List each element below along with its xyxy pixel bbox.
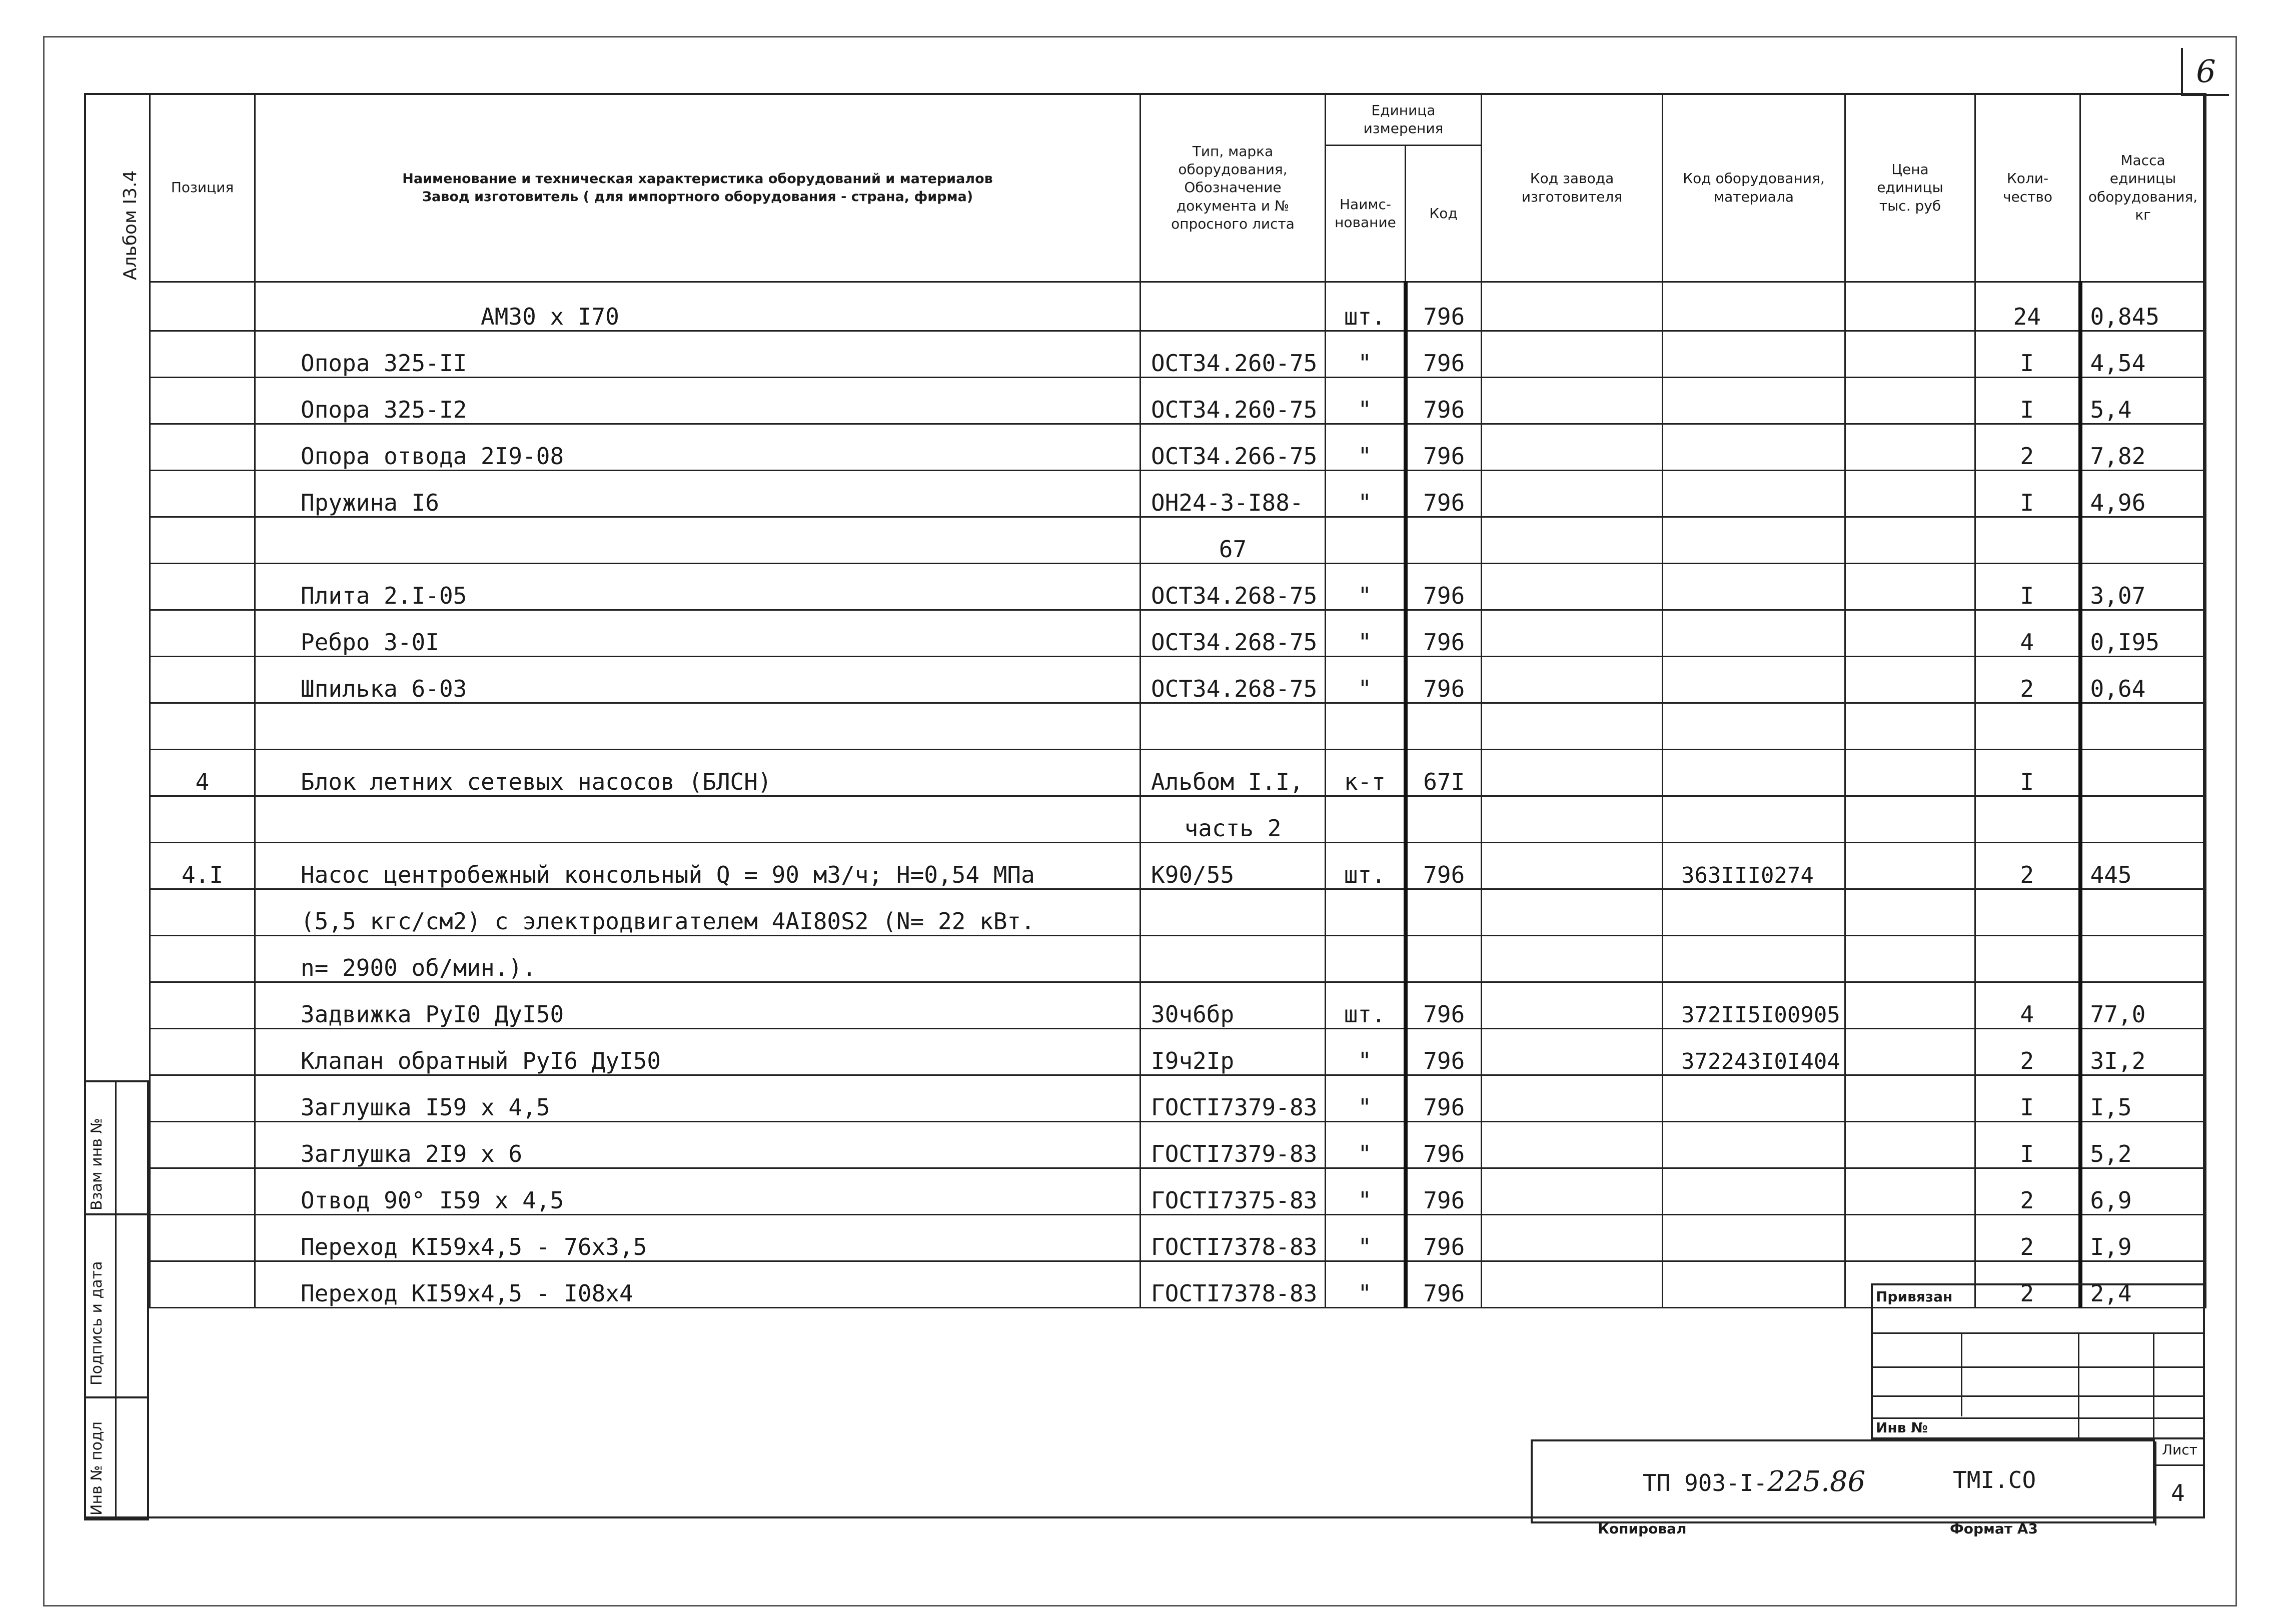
material-code-cell: [1663, 424, 1845, 471]
position-cell: [150, 424, 255, 471]
name-cell: Переход КI59x4,5 - 76x3,5: [255, 1215, 1141, 1261]
quantity-cell: [1975, 517, 2080, 564]
copied-label: Копировал: [1598, 1520, 1687, 1537]
factory-code-cell: [1482, 843, 1663, 889]
table-row: [150, 843, 2206, 889]
material-code-cell: [1663, 1122, 1845, 1168]
name-cell: [255, 517, 1141, 564]
specification-rows: [150, 282, 2206, 1308]
position-cell: [150, 610, 255, 657]
material-code-cell: [1663, 889, 1845, 936]
quantity-cell: 2: [1975, 1168, 2080, 1215]
name-cell: n= 2900 об/мин.).: [255, 936, 1141, 982]
position-cell: [150, 936, 255, 982]
quantity-cell: I: [1975, 564, 2080, 610]
material-code-cell: [1663, 1168, 1845, 1215]
material-code-cell: [1663, 378, 1845, 424]
table-row: [150, 889, 2206, 936]
material-code-cell: [1663, 471, 1845, 517]
label-inv-orig: Инв № подл: [88, 1421, 106, 1515]
factory-code-cell: [1482, 1075, 1663, 1122]
name-cell: Насос центробежный консольный Q = 90 м3/ч; Н=0,54 МПа: [255, 843, 1141, 889]
factory-code-cell: [1482, 1168, 1663, 1215]
material-code-cell: 372II5I00905: [1663, 982, 1845, 1029]
factory-code-cell: [1482, 1215, 1663, 1261]
quantity-cell: [1975, 936, 2080, 982]
material-code-cell: 363III0274: [1663, 843, 1845, 889]
unit-name-cell: [1326, 936, 1406, 982]
mass-cell: 3,07: [2080, 564, 2206, 610]
name-cell: Блок летних сетевых насосов (БЛСН): [255, 750, 1141, 796]
unit-name-cell: ": [1326, 378, 1406, 424]
table-row: [150, 1215, 2206, 1261]
price-cell: [1845, 610, 1975, 657]
position-cell: [150, 657, 255, 703]
table-row: [150, 982, 2206, 1029]
price-cell: [1845, 1168, 1975, 1215]
type-cell: ОН24-3-I88-: [1141, 471, 1326, 517]
price-cell: [1845, 889, 1975, 936]
price-cell: [1845, 282, 1975, 331]
position-cell: [150, 1122, 255, 1168]
header-unit-group: Единица измерения: [1326, 94, 1482, 146]
name-cell: Опора 325-II: [255, 331, 1141, 378]
quantity-cell: I: [1975, 1075, 2080, 1122]
name-cell: Опора 325-I2: [255, 378, 1141, 424]
table-row: [150, 378, 2206, 424]
price-cell: [1845, 517, 1975, 564]
name-cell: Пружина I6: [255, 471, 1141, 517]
quantity-cell: I: [1975, 331, 2080, 378]
name-cell: [255, 796, 1141, 843]
table-row: [150, 936, 2206, 982]
unit-code-cell: 796: [1406, 424, 1482, 471]
name-cell: АМ30 x I70: [255, 282, 1141, 331]
unit-code-cell: 796: [1406, 1075, 1482, 1122]
type-cell: [1141, 889, 1326, 936]
type-cell: 67: [1141, 517, 1326, 564]
type-cell: ГОСТI7378-83: [1141, 1215, 1326, 1261]
sheet-box: [2153, 1439, 2205, 1523]
price-cell: [1845, 378, 1975, 424]
material-code-cell: [1663, 282, 1845, 331]
table-row: [150, 703, 2206, 750]
unit-name-cell: ": [1326, 1215, 1406, 1261]
mass-cell: 0,845: [2080, 282, 2206, 331]
material-code-cell: [1663, 1261, 1845, 1308]
position-cell: [150, 564, 255, 610]
factory-code-cell: [1482, 564, 1663, 610]
header-material-code: Код оборудования, материала: [1663, 94, 1845, 282]
mass-cell: 5,4: [2080, 378, 2206, 424]
table-row: [150, 424, 2206, 471]
unit-code-cell: 67I: [1406, 750, 1482, 796]
type-cell: К90/55: [1141, 843, 1326, 889]
unit-code-cell: [1406, 889, 1482, 936]
table-row: [150, 610, 2206, 657]
format-label: Формат А3: [1950, 1520, 2038, 1537]
position-cell: [150, 889, 255, 936]
name-cell: Шпилька 6-03: [255, 657, 1141, 703]
quantity-cell: I: [1975, 750, 2080, 796]
unit-name-cell: шт.: [1326, 843, 1406, 889]
label-sign-date: Подпись и дата: [88, 1261, 106, 1385]
quantity-cell: 2: [1975, 1261, 2080, 1308]
position-cell: [150, 282, 255, 331]
unit-code-cell: 796: [1406, 564, 1482, 610]
quantity-cell: I: [1975, 378, 2080, 424]
unit-name-cell: [1326, 796, 1406, 843]
type-cell: ГОСТI7375-83: [1141, 1168, 1326, 1215]
price-cell: [1845, 657, 1975, 703]
mass-cell: [2080, 703, 2206, 750]
inv-no-label: Инв №: [1876, 1419, 1928, 1436]
material-code-cell: [1663, 936, 1845, 982]
material-code-cell: [1663, 610, 1845, 657]
unit-name-cell: [1326, 889, 1406, 936]
factory-code-cell: [1482, 796, 1663, 843]
price-cell: [1845, 982, 1975, 1029]
type-cell: часть 2: [1141, 796, 1326, 843]
table-row: [150, 796, 2206, 843]
table-row: [150, 1122, 2206, 1168]
material-code-cell: [1663, 703, 1845, 750]
unit-name-cell: ": [1326, 1261, 1406, 1308]
unit-code-cell: 796: [1406, 378, 1482, 424]
unit-name-cell: к-т: [1326, 750, 1406, 796]
factory-code-cell: [1482, 1029, 1663, 1075]
mass-cell: I,9: [2080, 1215, 2206, 1261]
type-cell: [1141, 703, 1326, 750]
mass-cell: 77,0: [2080, 982, 2206, 1029]
price-cell: [1845, 1029, 1975, 1075]
type-cell: Альбом I.I,: [1141, 750, 1326, 796]
mass-cell: [2080, 750, 2206, 796]
position-cell: [150, 1075, 255, 1122]
album-label: Альбом I3.4: [120, 170, 141, 280]
position-cell: [150, 1215, 255, 1261]
header-quantity: Коли-чество: [1975, 94, 2080, 282]
table-row: [150, 1075, 2206, 1122]
unit-code-cell: [1406, 703, 1482, 750]
price-cell: [1845, 703, 1975, 750]
factory-code-cell: [1482, 282, 1663, 331]
price-cell: [1845, 843, 1975, 889]
type-cell: ГОСТI7378-83: [1141, 1261, 1326, 1308]
name-cell: Клапан обратный РуI6 ДуI50: [255, 1029, 1141, 1075]
type-cell: ГОСТI7379-83: [1141, 1122, 1326, 1168]
price-cell: [1845, 331, 1975, 378]
factory-code-cell: [1482, 331, 1663, 378]
type-cell: 30ч6бр: [1141, 982, 1326, 1029]
position-cell: [150, 1168, 255, 1215]
header-unit-code: Код: [1406, 146, 1482, 282]
title-block: [1531, 1439, 2155, 1523]
mass-cell: [2080, 796, 2206, 843]
header-factory-code: Код завода изготовителя: [1482, 94, 1663, 282]
quantity-cell: [1975, 703, 2080, 750]
table-row: [150, 471, 2206, 517]
header-price: Цена единицы тыс. руб: [1845, 94, 1975, 282]
doc-code: ТП 903-I-225.86: [1643, 1465, 1866, 1498]
unit-code-cell: 796: [1406, 1122, 1482, 1168]
quantity-cell: 2: [1975, 1215, 2080, 1261]
quantity-cell: 4: [1975, 610, 2080, 657]
name-cell: Задвижка РуI0 ДуI50: [255, 982, 1141, 1029]
price-cell: [1845, 424, 1975, 471]
mass-cell: 0,I95: [2080, 610, 2206, 657]
mass-cell: 4,96: [2080, 471, 2206, 517]
quantity-cell: I: [1975, 1122, 2080, 1168]
doc-code-handwritten: 225.86: [1767, 1465, 1866, 1498]
unit-name-cell: [1326, 517, 1406, 564]
unit-name-cell: ": [1326, 424, 1406, 471]
position-cell: [150, 703, 255, 750]
type-cell: ГОСТI7379-83: [1141, 1075, 1326, 1122]
price-cell: [1845, 936, 1975, 982]
header-name: Наименование и техническая характеристика оборудований и материалов Завод изготовитель ( для импортного оборудования - страна, фирма): [255, 94, 1141, 282]
quantity-cell: I: [1975, 471, 2080, 517]
sheet-mark: ТМI.СО: [1953, 1466, 2036, 1493]
price-cell: [1845, 471, 1975, 517]
factory-code-cell: [1482, 703, 1663, 750]
quantity-cell: [1975, 796, 2080, 843]
name-cell: Отвод 90° I59 x 4,5: [255, 1168, 1141, 1215]
position-cell: [150, 378, 255, 424]
material-code-cell: [1663, 517, 1845, 564]
unit-name-cell: ": [1326, 1075, 1406, 1122]
mass-cell: [2080, 889, 2206, 936]
mass-cell: I,5: [2080, 1075, 2206, 1122]
quantity-cell: 2: [1975, 843, 2080, 889]
unit-name-cell: ": [1326, 471, 1406, 517]
factory-code-cell: [1482, 610, 1663, 657]
mass-cell: 0,64: [2080, 657, 2206, 703]
table-row: [150, 331, 2206, 378]
sheet-label: Лист: [2162, 1441, 2197, 1458]
position-cell: [150, 982, 255, 1029]
mass-cell: [2080, 936, 2206, 982]
type-cell: ОСТ34.266-75: [1141, 424, 1326, 471]
unit-name-cell: [1326, 703, 1406, 750]
position-cell: 4.I: [150, 843, 255, 889]
unit-name-cell: ": [1326, 1168, 1406, 1215]
material-code-cell: [1663, 1075, 1845, 1122]
unit-code-cell: 796: [1406, 657, 1482, 703]
unit-code-cell: 796: [1406, 1261, 1482, 1308]
factory-code-cell: [1482, 1122, 1663, 1168]
unit-code-cell: 796: [1406, 1168, 1482, 1215]
material-code-cell: 372243I0I404: [1663, 1029, 1845, 1075]
material-code-cell: [1663, 564, 1845, 610]
linked-label: Привязан: [1876, 1288, 1953, 1305]
type-cell: ОСТ34.268-75: [1141, 564, 1326, 610]
unit-name-cell: ": [1326, 610, 1406, 657]
unit-code-cell: 796: [1406, 282, 1482, 331]
type-cell: ОСТ34.260-75: [1141, 378, 1326, 424]
material-code-cell: [1663, 657, 1845, 703]
factory-code-cell: [1482, 657, 1663, 703]
unit-code-cell: 796: [1406, 843, 1482, 889]
name-cell: (5,5 кгс/см2) с электродвигателем 4АI80S2 (N= 22 кВт.: [255, 889, 1141, 936]
position-cell: [150, 796, 255, 843]
factory-code-cell: [1482, 424, 1663, 471]
factory-code-cell: [1482, 936, 1663, 982]
quantity-cell: 4: [1975, 982, 2080, 1029]
table-row: [150, 657, 2206, 703]
factory-code-cell: [1482, 1261, 1663, 1308]
unit-name-cell: ": [1326, 564, 1406, 610]
unit-code-cell: 796: [1406, 1029, 1482, 1075]
header-position: Позиция: [150, 94, 255, 282]
unit-name-cell: ": [1326, 331, 1406, 378]
material-code-cell: [1663, 331, 1845, 378]
mass-cell: 2,4: [2080, 1261, 2206, 1308]
factory-code-cell: [1482, 471, 1663, 517]
linked-stamp: [1871, 1283, 2205, 1439]
material-code-cell: [1663, 796, 1845, 843]
unit-name-cell: шт.: [1326, 282, 1406, 331]
price-cell: [1845, 1215, 1975, 1261]
mass-cell: 6,9: [2080, 1168, 2206, 1215]
type-cell: [1141, 936, 1326, 982]
material-code-cell: [1663, 750, 1845, 796]
mass-cell: [2080, 517, 2206, 564]
corner-sheet-number: 6: [2181, 48, 2229, 96]
mass-cell: 5,2: [2080, 1122, 2206, 1168]
unit-code-cell: 796: [1406, 982, 1482, 1029]
header-unit-name: Наимс-нование: [1326, 146, 1406, 282]
unit-code-cell: [1406, 796, 1482, 843]
header-mass: Масса единицы оборудования, кг: [2080, 94, 2206, 282]
name-cell: Заглушка 2I9 x 6: [255, 1122, 1141, 1168]
quantity-cell: 2: [1975, 424, 2080, 471]
table-row: [150, 517, 2206, 564]
unit-name-cell: шт.: [1326, 982, 1406, 1029]
position-cell: [150, 331, 255, 378]
specification-table: [149, 93, 2206, 1308]
quantity-cell: 2: [1975, 657, 2080, 703]
mass-cell: 3I,2: [2080, 1029, 2206, 1075]
mass-cell: 4,54: [2080, 331, 2206, 378]
sheet-value: 4: [2171, 1479, 2185, 1506]
header-type: Тип, марка оборудования, Обозначение документа и № опросного листа: [1141, 94, 1326, 282]
price-cell: [1845, 1122, 1975, 1168]
name-cell: Опора отвода 2I9-08: [255, 424, 1141, 471]
table-row: [150, 1168, 2206, 1215]
unit-name-cell: ": [1326, 1122, 1406, 1168]
unit-code-cell: [1406, 517, 1482, 564]
type-cell: [1141, 282, 1326, 331]
name-cell: Заглушка I59 x 4,5: [255, 1075, 1141, 1122]
price-cell: [1845, 1075, 1975, 1122]
quantity-cell: 2: [1975, 1029, 2080, 1075]
name-cell: Ребро 3-0I: [255, 610, 1141, 657]
unit-code-cell: 796: [1406, 610, 1482, 657]
price-cell: [1845, 564, 1975, 610]
position-cell: [150, 1029, 255, 1075]
quantity-cell: 24: [1975, 282, 2080, 331]
position-cell: [150, 517, 255, 564]
unit-code-cell: [1406, 936, 1482, 982]
factory-code-cell: [1482, 889, 1663, 936]
table-row: [150, 282, 2206, 331]
price-cell: [1845, 750, 1975, 796]
material-code-cell: [1663, 1215, 1845, 1261]
type-cell: ОСТ34.268-75: [1141, 657, 1326, 703]
factory-code-cell: [1482, 517, 1663, 564]
quantity-cell: [1975, 889, 2080, 936]
label-inv-replace: Взам инв №: [88, 1118, 106, 1210]
type-cell: ОСТ34.260-75: [1141, 331, 1326, 378]
mass-cell: 445: [2080, 843, 2206, 889]
mass-cell: 7,82: [2080, 424, 2206, 471]
price-cell: [1845, 796, 1975, 843]
name-cell: Переход КI59x4,5 - I08x4: [255, 1261, 1141, 1308]
factory-code-cell: [1482, 982, 1663, 1029]
unit-name-cell: ": [1326, 657, 1406, 703]
type-cell: ОСТ34.268-75: [1141, 610, 1326, 657]
name-cell: Плита 2.I-05: [255, 564, 1141, 610]
name-cell: [255, 703, 1141, 750]
position-cell: [150, 471, 255, 517]
unit-code-cell: 796: [1406, 1215, 1482, 1261]
unit-code-cell: 796: [1406, 331, 1482, 378]
factory-code-cell: [1482, 750, 1663, 796]
table-row: [150, 1029, 2206, 1075]
type-cell: I9ч2Iр: [1141, 1029, 1326, 1075]
table-row: [150, 750, 2206, 796]
unit-name-cell: ": [1326, 1029, 1406, 1075]
position-cell: 4: [150, 750, 255, 796]
position-cell: [150, 1261, 255, 1308]
unit-code-cell: 796: [1406, 471, 1482, 517]
factory-code-cell: [1482, 378, 1663, 424]
table-row: [150, 564, 2206, 610]
